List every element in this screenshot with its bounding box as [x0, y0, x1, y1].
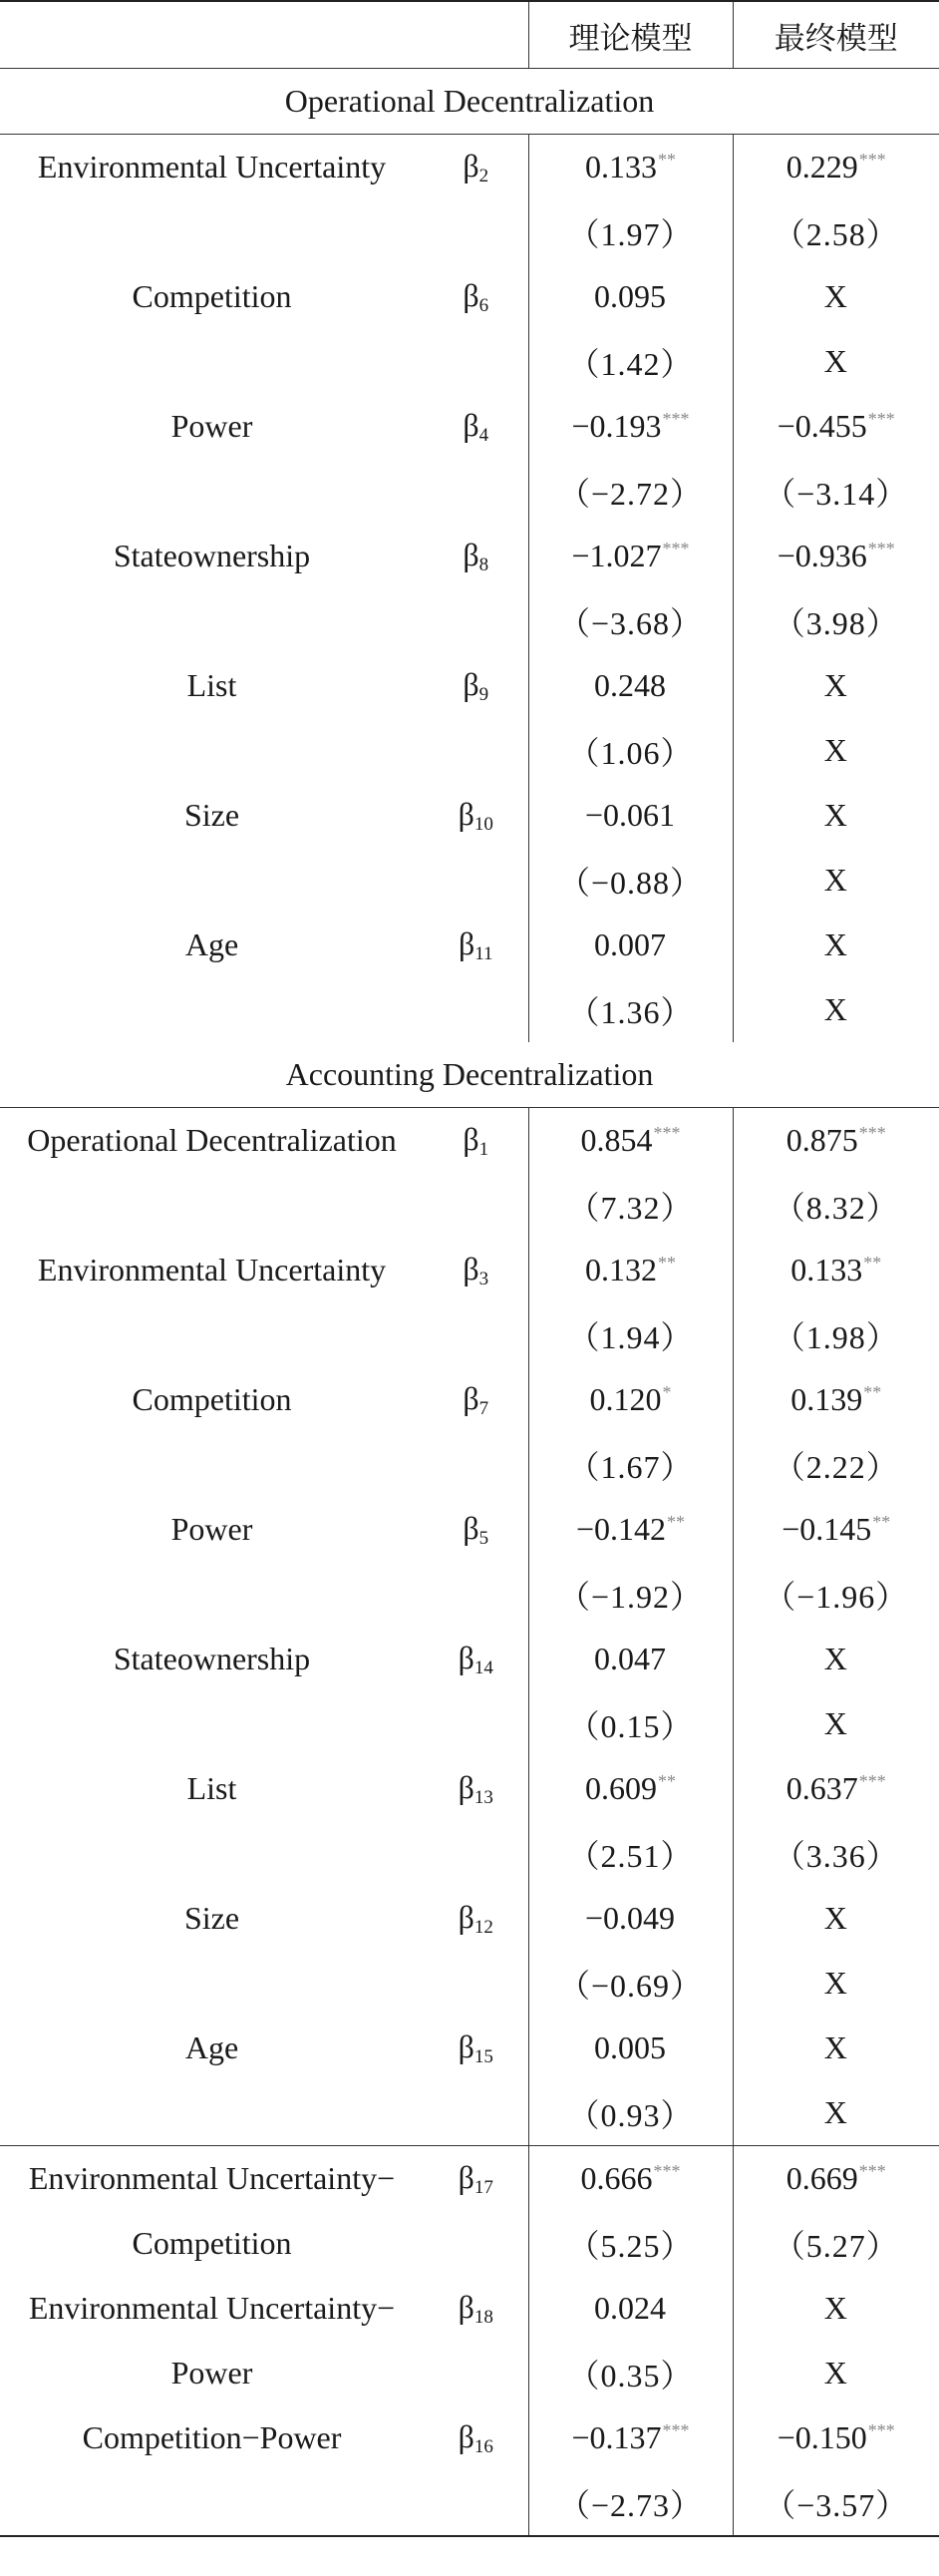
- theoretical-coefficient: 0.005: [594, 2029, 666, 2065]
- significance-stars: **: [658, 1771, 676, 1791]
- variable-name: Age: [184, 2029, 239, 2065]
- theoretical-coefficient: 0.666: [580, 2160, 653, 2196]
- empty-cell: [0, 459, 424, 524]
- t-stat-row: [0, 329, 939, 394]
- theoretical-t-stat: （−3.68）: [528, 588, 733, 653]
- beta-subscript: 8: [478, 553, 489, 575]
- theoretical-coefficient: 0.609: [585, 1770, 657, 1806]
- coef-row: [0, 264, 939, 329]
- theoretical-t-stat: （2.51）: [528, 1821, 733, 1886]
- theoretical-coefficient-cell: [528, 783, 733, 848]
- theoretical-t-stat: （7.32）: [528, 1173, 733, 1238]
- beta-symbol: $\beta_6$: [424, 264, 528, 329]
- empty-cell: [0, 1562, 424, 1627]
- empty-cell: [424, 459, 528, 524]
- empty-cell: [424, 848, 528, 913]
- t-stat-row: [0, 1302, 939, 1367]
- coef-row: [0, 2146, 939, 2212]
- final-coefficient-cell: [733, 1886, 939, 1951]
- coef-row: [0, 1108, 939, 1174]
- t-stat-row: [0, 588, 939, 653]
- final-coefficient-cell: [733, 1108, 939, 1174]
- theoretical-coefficient: 0.095: [594, 278, 666, 314]
- significance-stars: ***: [867, 539, 895, 558]
- theoretical-coefficient-cell: [528, 913, 733, 977]
- theoretical-coefficient: 0.248: [594, 667, 666, 703]
- final-coefficient: 0.133: [790, 1252, 863, 1288]
- section-title: Accounting Decentralization: [0, 1042, 939, 1108]
- beta-symbol: $\beta_{14}$: [424, 1627, 528, 1691]
- empty-cell: [424, 718, 528, 783]
- empty-cell: [424, 1951, 528, 2016]
- variable-name-continued: Competition: [132, 2225, 292, 2261]
- variable-name: Power: [170, 1511, 253, 1547]
- final-coefficient: 0.229: [785, 149, 858, 184]
- t-stat-row: [0, 1173, 939, 1238]
- theoretical-coefficient-cell: [528, 2405, 733, 2470]
- theoretical-coefficient-cell: [528, 1367, 733, 1432]
- significance-stars: ***: [662, 409, 690, 429]
- empty-cell: [0, 1302, 424, 1367]
- empty-cell: [0, 2470, 424, 2536]
- t-stat-row: [0, 1691, 939, 1756]
- section-header-row: [0, 69, 939, 135]
- theoretical-coefficient-cell: [528, 1627, 733, 1691]
- empty-cell: [424, 1821, 528, 1886]
- theoretical-coefficient: −0.193: [571, 408, 662, 444]
- final-coefficient-cell: [733, 1367, 939, 1432]
- theoretical-coefficient-cell: [528, 394, 733, 459]
- theoretical-t-stat: （1.36）: [528, 977, 733, 1042]
- beta-subscript: 15: [473, 2045, 493, 2067]
- empty-cell: [0, 588, 424, 653]
- significance-stars: ***: [662, 2420, 690, 2440]
- final-coefficient: X: [823, 926, 847, 962]
- theoretical-coefficient: −0.061: [584, 797, 676, 833]
- final-t-stat: （3.36）: [773, 1837, 899, 1874]
- theoretical-coefficient-cell: [528, 1756, 733, 1821]
- beta-symbol: $\beta_{11}$: [424, 913, 528, 977]
- beta-subscript: 13: [473, 1786, 493, 1808]
- empty-cell: [424, 329, 528, 394]
- final-t-stat: X: [823, 2355, 848, 2391]
- significance-stars: **: [863, 1253, 882, 1273]
- variable-name: Stateownership: [113, 1641, 311, 1676]
- beta-symbol: $\beta_{16}$: [424, 2405, 528, 2470]
- variable-name: List: [186, 667, 237, 703]
- variable-name: Environmental Uncertainty−: [0, 2146, 424, 2212]
- empty-cell: [424, 1432, 528, 1497]
- beta-subscript: 18: [473, 2306, 493, 2328]
- empty-cell: [424, 1691, 528, 1756]
- beta-subscript: 2: [478, 165, 489, 186]
- final-t-stat: （8.32）: [773, 1189, 899, 1226]
- variable-name: Environmental Uncertainty−: [28, 2290, 396, 2326]
- coef-row: [0, 1627, 939, 1691]
- significance-stars: ***: [653, 1123, 681, 1143]
- empty-cell: [0, 2080, 424, 2146]
- theoretical-t-stat: （−0.69）: [528, 1951, 733, 2016]
- theoretical-t-stat: （1.42）: [528, 329, 733, 394]
- significance-stars: ***: [858, 150, 886, 170]
- empty-cell: [424, 199, 528, 264]
- final-t-stat: （3.98）: [773, 604, 899, 641]
- t-stat-row: [0, 1432, 939, 1497]
- theoretical-coefficient: 0.120: [589, 1381, 662, 1417]
- final-coefficient: 0.139: [790, 1381, 863, 1417]
- theoretical-coefficient: 0.024: [594, 2290, 666, 2326]
- theoretical-t-stat: （−2.73）: [528, 2470, 733, 2536]
- beta-subscript: 16: [473, 2435, 493, 2457]
- header-beta-cell: [424, 1, 528, 69]
- theoretical-coefficient: −0.049: [584, 1900, 676, 1936]
- final-t-stat: X: [823, 1705, 848, 1741]
- variable-name: Environmental Uncertainty: [37, 1252, 387, 1288]
- header-row: [0, 1, 939, 69]
- coef-row: [0, 913, 939, 977]
- variable-name: List: [186, 1770, 237, 1806]
- final-coefficient: −0.150: [777, 2419, 867, 2455]
- theoretical-coefficient: 0.132: [585, 1252, 657, 1288]
- final-coefficient-cell: [733, 2146, 939, 2212]
- theoretical-coefficient: −0.142: [575, 1511, 667, 1547]
- beta-symbol: $\beta_7$: [424, 1367, 528, 1432]
- theoretical-t-stat: （5.25）: [528, 2211, 733, 2276]
- beta-subscript: 17: [473, 2176, 493, 2198]
- empty-cell: [0, 718, 424, 783]
- theoretical-coefficient: 0.047: [594, 1641, 666, 1676]
- variable-name: Power: [170, 408, 253, 444]
- beta-symbol: $\beta_5$: [424, 1497, 528, 1562]
- variable-name: Size: [183, 797, 240, 833]
- beta-subscript: 7: [478, 1397, 489, 1419]
- theoretical-coefficient-cell: [528, 2016, 733, 2080]
- theoretical-coefficient-cell: [528, 2146, 733, 2212]
- final-coefficient: X: [823, 667, 847, 703]
- final-t-stat: X: [823, 2094, 848, 2130]
- final-coefficient: −0.145: [782, 1511, 872, 1547]
- beta-subscript: 10: [473, 813, 493, 835]
- final-t-stat: （1.98）: [773, 1318, 899, 1355]
- beta-subscript: 9: [478, 683, 489, 705]
- coef-row: [0, 394, 939, 459]
- beta-subscript: 6: [478, 294, 489, 316]
- variable-name: Size: [183, 1900, 240, 1936]
- t-stat-row: [0, 2211, 939, 2276]
- coef-row: [0, 2276, 939, 2341]
- beta-symbol: $\beta_3$: [424, 1238, 528, 1302]
- final-t-stat: （−1.96）: [764, 1578, 909, 1615]
- significance-stars: **: [872, 1512, 891, 1532]
- final-coefficient-cell: [733, 653, 939, 718]
- final-coefficient-cell: [733, 1627, 939, 1691]
- beta-symbol: $\beta_9$: [424, 653, 528, 718]
- header-theoretical-model: 理论模型: [528, 1, 733, 69]
- coef-row: [0, 1367, 939, 1432]
- significance-stars: ***: [867, 2420, 895, 2440]
- beta-subscript: 1: [478, 1138, 489, 1160]
- theoretical-t-stat: （−0.88）: [528, 848, 733, 913]
- empty-cell: [424, 2341, 528, 2405]
- beta-symbol: $\beta_4$: [424, 394, 528, 459]
- t-stat-row: [0, 1951, 939, 2016]
- theoretical-coefficient: −1.027: [571, 538, 662, 573]
- significance-stars: **: [658, 150, 676, 170]
- empty-cell: [0, 1691, 424, 1756]
- final-t-stat: X: [823, 862, 848, 898]
- theoretical-coefficient-cell: [528, 264, 733, 329]
- final-coefficient-cell: [733, 2276, 939, 2341]
- beta-subscript: 3: [478, 1268, 489, 1289]
- beta-symbol: $\beta_{17}$: [424, 2146, 528, 2212]
- final-coefficient: 0.875: [785, 1122, 858, 1158]
- theoretical-t-stat: （−2.72）: [528, 459, 733, 524]
- beta-subscript: 12: [473, 1916, 493, 1938]
- final-t-stat: （5.27）: [773, 2227, 899, 2264]
- t-stat-row: [0, 718, 939, 783]
- final-coefficient-cell: [733, 1497, 939, 1562]
- beta-symbol: $\beta_8$: [424, 524, 528, 588]
- final-t-stat: （2.58）: [773, 215, 899, 252]
- empty-cell: [424, 2470, 528, 2536]
- theoretical-t-stat: （0.35）: [528, 2341, 733, 2405]
- theoretical-t-stat: （1.97）: [528, 199, 733, 264]
- final-t-stat: X: [823, 1965, 848, 2001]
- coef-row: [0, 1497, 939, 1562]
- significance-stars: *: [662, 1382, 672, 1402]
- empty-cell: [424, 2211, 528, 2276]
- theoretical-t-stat: （1.94）: [528, 1302, 733, 1367]
- variable-name: Operational Decentralization: [27, 1122, 397, 1158]
- final-coefficient-cell: [733, 524, 939, 588]
- significance-stars: **: [667, 1512, 686, 1532]
- empty-cell: [424, 1302, 528, 1367]
- empty-cell: [0, 848, 424, 913]
- significance-stars: ***: [858, 1123, 886, 1143]
- significance-stars: ***: [653, 2161, 681, 2181]
- final-coefficient: −0.936: [777, 538, 867, 573]
- beta-subscript: 14: [473, 1656, 493, 1678]
- beta-symbol: $\beta_{12}$: [424, 1886, 528, 1951]
- theoretical-coefficient-cell: [528, 653, 733, 718]
- final-t-stat: X: [823, 732, 848, 768]
- coef-row: [0, 1886, 939, 1951]
- final-coefficient: X: [823, 2029, 847, 2065]
- final-coefficient-cell: [733, 264, 939, 329]
- final-coefficient-cell: [733, 394, 939, 459]
- beta-symbol: $\beta_{18}$: [424, 2276, 528, 2341]
- final-coefficient-cell: [733, 135, 939, 200]
- t-stat-row: [0, 1562, 939, 1627]
- theoretical-coefficient: 0.007: [594, 926, 666, 962]
- final-coefficient: −0.455: [777, 408, 867, 444]
- variable-name: Stateownership: [113, 538, 311, 573]
- empty-cell: [424, 1173, 528, 1238]
- final-coefficient: X: [823, 2290, 847, 2326]
- theoretical-coefficient-cell: [528, 1238, 733, 1302]
- header-variable-cell: [0, 1, 424, 69]
- final-coefficient: 0.669: [785, 2160, 858, 2196]
- variable-name-continued: Power: [170, 2355, 253, 2391]
- theoretical-coefficient-cell: [528, 1108, 733, 1174]
- final-coefficient-cell: [733, 1756, 939, 1821]
- theoretical-t-stat: （0.93）: [528, 2080, 733, 2146]
- empty-cell: [0, 1432, 424, 1497]
- final-coefficient: X: [823, 1900, 847, 1936]
- significance-stars: ***: [858, 1771, 886, 1791]
- header-final-model: 最终模型: [733, 1, 939, 69]
- t-stat-row: [0, 2470, 939, 2536]
- beta-symbol: $\beta_1$: [424, 1108, 528, 1174]
- final-coefficient: 0.637: [785, 1770, 858, 1806]
- beta-symbol: $\beta_{15}$: [424, 2016, 528, 2080]
- beta-subscript: 4: [478, 424, 489, 446]
- beta-symbol: $\beta_2$: [424, 135, 528, 200]
- final-t-stat: X: [823, 991, 848, 1027]
- coef-row: [0, 1238, 939, 1302]
- final-coefficient: X: [823, 1641, 847, 1676]
- final-coefficient-cell: [733, 2016, 939, 2080]
- theoretical-coefficient: −0.137: [571, 2419, 662, 2455]
- theoretical-t-stat: （1.67）: [528, 1432, 733, 1497]
- theoretical-coefficient: 0.854: [580, 1122, 653, 1158]
- coef-row: [0, 1756, 939, 1821]
- final-t-stat: （−3.57）: [733, 2470, 939, 2536]
- variable-name: Environmental Uncertainty: [37, 149, 387, 184]
- coef-row: [0, 2405, 939, 2470]
- beta-subscript: 11: [474, 942, 493, 964]
- empty-cell: [424, 1562, 528, 1627]
- theoretical-coefficient-cell: [528, 1497, 733, 1562]
- significance-stars: ***: [867, 409, 895, 429]
- final-coefficient-cell: [733, 783, 939, 848]
- significance-stars: **: [863, 1382, 882, 1402]
- variable-name: Competition−Power: [82, 2419, 342, 2455]
- variable-name: Competition: [132, 278, 292, 314]
- final-t-stat: （2.22）: [773, 1448, 899, 1485]
- variable-name: Age: [184, 926, 239, 962]
- final-coefficient: X: [823, 278, 847, 314]
- significance-stars: ***: [662, 539, 690, 558]
- section-header-row: [0, 1042, 939, 1108]
- t-stat-row: [0, 1821, 939, 1886]
- final-coefficient: X: [823, 797, 847, 833]
- theoretical-t-stat: （1.06）: [528, 718, 733, 783]
- empty-cell: [0, 1951, 424, 2016]
- coef-row: [0, 2016, 939, 2080]
- coef-row: [0, 524, 939, 588]
- section-title: Operational Decentralization: [0, 69, 939, 135]
- variable-name: Competition: [132, 1381, 292, 1417]
- t-stat-row: [0, 2080, 939, 2146]
- coef-row: [0, 783, 939, 848]
- final-t-stat: （−3.14）: [764, 475, 909, 512]
- t-stat-row: [0, 977, 939, 1042]
- beta-symbol: $\beta_{13}$: [424, 1756, 528, 1821]
- t-stat-row: [0, 848, 939, 913]
- coef-row: [0, 653, 939, 718]
- theoretical-t-stat: （−1.92）: [528, 1562, 733, 1627]
- significance-stars: ***: [858, 2161, 886, 2181]
- theoretical-coefficient-cell: [528, 2276, 733, 2341]
- final-coefficient-cell: [733, 913, 939, 977]
- empty-cell: [0, 1173, 424, 1238]
- theoretical-coefficient-cell: [528, 524, 733, 588]
- empty-cell: [0, 1821, 424, 1886]
- theoretical-coefficient: 0.133: [585, 149, 657, 184]
- empty-cell: [424, 588, 528, 653]
- final-coefficient-cell: [733, 1238, 939, 1302]
- t-stat-row: [0, 199, 939, 264]
- final-coefficient-cell: [733, 2405, 939, 2470]
- beta-symbol: $\beta_{10}$: [424, 783, 528, 848]
- empty-cell: [424, 2080, 528, 2146]
- empty-cell: [0, 329, 424, 394]
- coef-row: [0, 135, 939, 200]
- significance-stars: **: [658, 1253, 676, 1273]
- empty-cell: [0, 199, 424, 264]
- t-stat-row: [0, 2341, 939, 2405]
- beta-subscript: 5: [478, 1527, 489, 1549]
- empty-cell: [424, 977, 528, 1042]
- empty-cell: [0, 977, 424, 1042]
- theoretical-t-stat: （0.15）: [528, 1691, 733, 1756]
- theoretical-coefficient-cell: [528, 135, 733, 200]
- final-t-stat: X: [823, 343, 848, 379]
- t-stat-row: [0, 459, 939, 524]
- theoretical-coefficient-cell: [528, 1886, 733, 1951]
